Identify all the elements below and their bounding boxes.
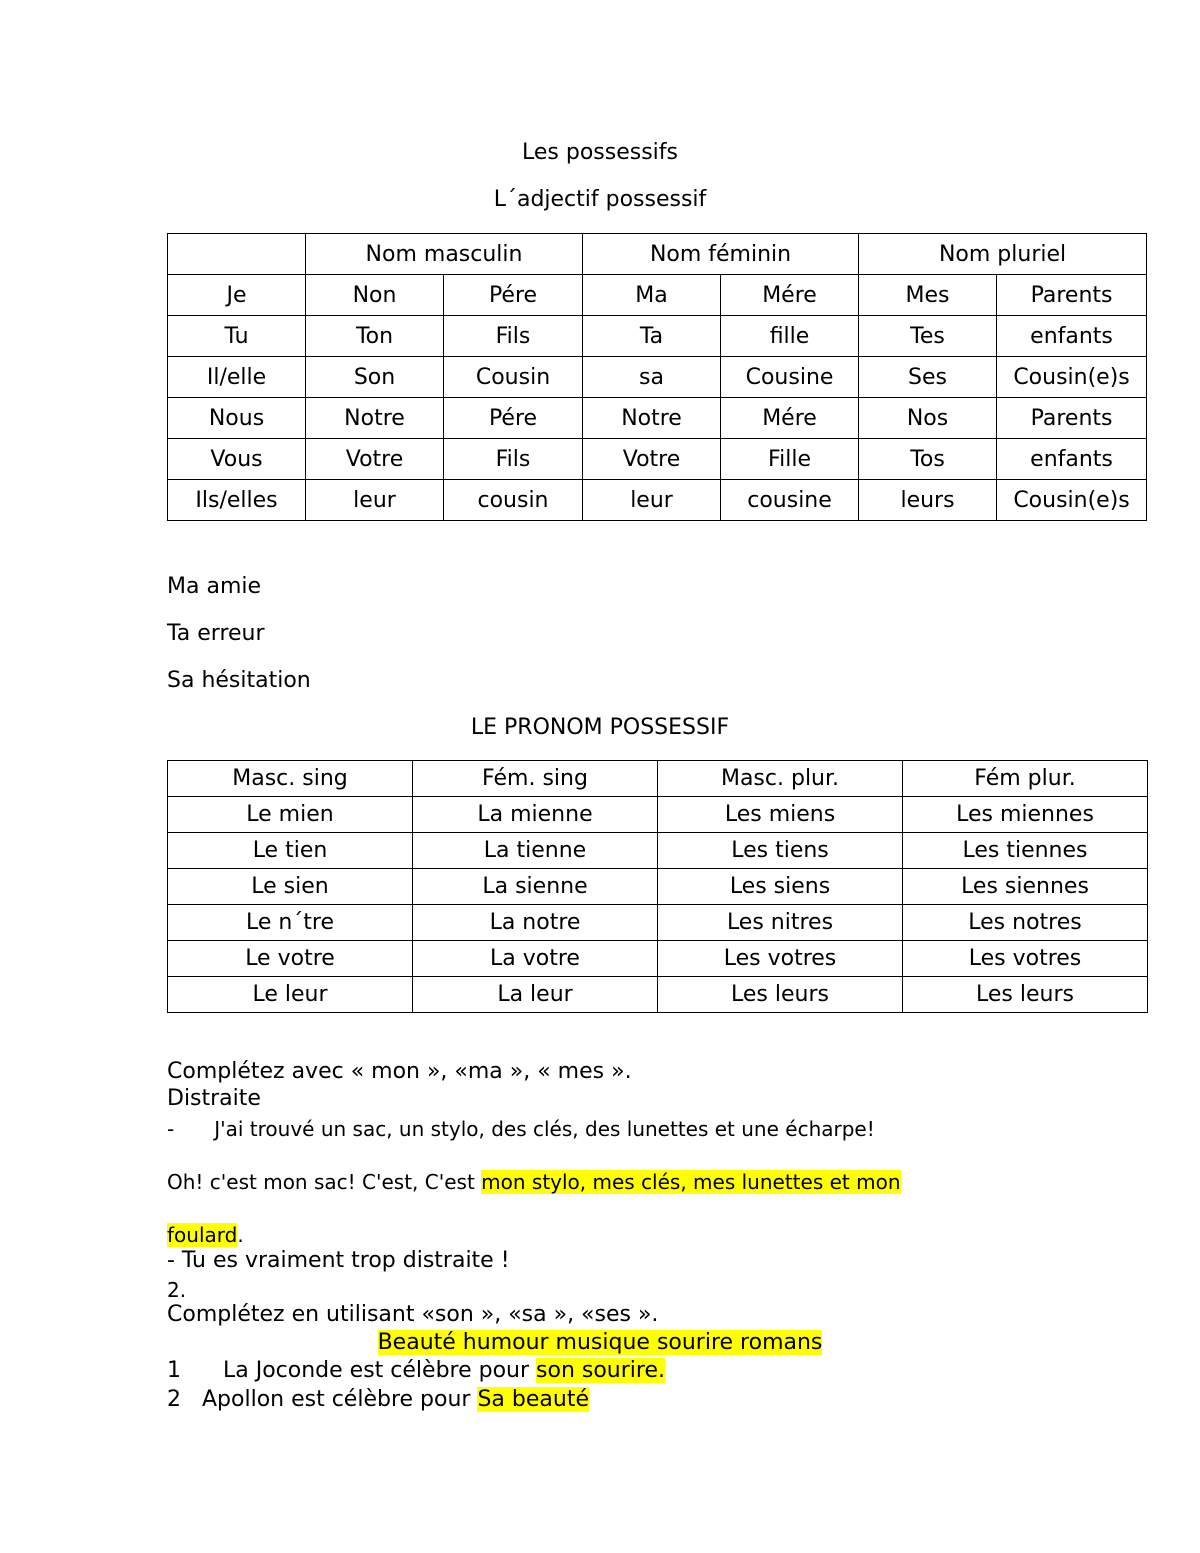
exercise1-instruction: Complétez avec « mon », «ma », « mes ». <box>167 1059 632 1084</box>
table-cell: leur <box>583 480 721 521</box>
table-cell: Vous <box>168 439 306 480</box>
table-cell: La tienne <box>413 833 658 869</box>
dialogue-line <box>167 1117 875 1141</box>
header-cell: Nom féminin <box>583 234 859 275</box>
item-answer: son sourire. <box>536 1358 666 1383</box>
table-cell: enfants <box>997 316 1147 357</box>
table-cell: Votre <box>306 439 444 480</box>
header-cell: Fém. sing <box>413 761 658 797</box>
page-title: Les possessifs <box>522 140 678 165</box>
table-cell: Pére <box>444 275 583 316</box>
table-cell: Le n´tre <box>168 905 413 941</box>
answer-text: . <box>237 1223 244 1247</box>
table-cell: Tu <box>168 316 306 357</box>
table-cell: Notre <box>306 398 444 439</box>
table-cell: Les miennes <box>903 797 1148 833</box>
word-bank <box>0 1330 1200 1355</box>
example-line: Ta erreur <box>167 621 265 646</box>
table-cell: Il/elle <box>168 357 306 398</box>
table-cell: Mére <box>721 398 859 439</box>
table-cell: Parents <box>997 275 1147 316</box>
answer-line-continued <box>167 1223 244 1247</box>
exercise2-instruction: Complétez en utilisant «son », «sa », «ses ». <box>167 1302 659 1327</box>
table-cell: Nos <box>859 398 997 439</box>
table-cell: Tes <box>859 316 997 357</box>
table-cell: Ta <box>583 316 721 357</box>
table-row <box>168 275 1147 316</box>
table-row <box>168 797 1148 833</box>
table-cell: Ses <box>859 357 997 398</box>
item-answer: Sa beauté <box>477 1387 589 1412</box>
word-bank-text: Beauté humour musique sourire romans <box>377 1330 823 1355</box>
table-cell: Les siens <box>658 869 903 905</box>
table-cell: Les miens <box>658 797 903 833</box>
table-cell: Les notres <box>903 905 1148 941</box>
table-header-row <box>168 761 1148 797</box>
table-cell: Les leurs <box>658 977 903 1013</box>
table-cell: cousin <box>444 480 583 521</box>
table-cell: Le sien <box>168 869 413 905</box>
header-cell: Nom masculin <box>306 234 583 275</box>
pronoun-table <box>167 760 1148 1013</box>
table-cell: Les votres <box>658 941 903 977</box>
table-row <box>168 977 1148 1013</box>
table-cell: Fils <box>444 316 583 357</box>
table-cell: Les tiennes <box>903 833 1148 869</box>
table-cell: Pére <box>444 398 583 439</box>
table-cell: Les leurs <box>903 977 1148 1013</box>
table-cell: Cousin <box>444 357 583 398</box>
section-title-pronoun: LE PRONOM POSSESSIF <box>470 715 730 740</box>
table-cell: Mes <box>859 275 997 316</box>
exercise1-heading: Distraite <box>167 1086 261 1111</box>
exercise2-item <box>167 1358 665 1383</box>
table-cell: Le mien <box>168 797 413 833</box>
answer-text: Oh! c'est mon sac! C'est, C'est <box>167 1170 482 1194</box>
item-text: La Joconde est célèbre pour <box>223 1358 537 1383</box>
table-cell: enfants <box>997 439 1147 480</box>
item-number: 1 <box>167 1358 181 1383</box>
table-cell: Notre <box>583 398 721 439</box>
table-cell: Je <box>168 275 306 316</box>
header-cell: Fém plur. <box>903 761 1148 797</box>
table-cell: Nous <box>168 398 306 439</box>
item-text: Apollon est célèbre pour <box>202 1387 478 1412</box>
dash: - <box>167 1117 175 1141</box>
table-cell: Son <box>306 357 444 398</box>
header-cell: Masc. plur. <box>658 761 903 797</box>
table-cell: Ton <box>306 316 444 357</box>
table-cell: leurs <box>859 480 997 521</box>
table-cell: leur <box>306 480 444 521</box>
table-cell: Fils <box>444 439 583 480</box>
table-cell: Le leur <box>168 977 413 1013</box>
exercise-number: 2. <box>167 1278 187 1302</box>
table-cell: Cousin(e)s <box>997 357 1147 398</box>
table-row <box>168 941 1148 977</box>
table-cell: La leur <box>413 977 658 1013</box>
dialogue-text: J'ai trouvé un sac, un stylo, des clés, des lunettes et une écharpe! <box>214 1117 875 1141</box>
table-cell: Les nitres <box>658 905 903 941</box>
example-line: Ma amie <box>167 574 262 599</box>
highlighted-answer: mon stylo, mes clés, mes lunettes et mon <box>481 1170 901 1194</box>
header-cell: Nom pluriel <box>859 234 1147 275</box>
table-cell: Les votres <box>903 941 1148 977</box>
table-row <box>168 357 1147 398</box>
table-cell: La votre <box>413 941 658 977</box>
table-cell: Les tiens <box>658 833 903 869</box>
header-cell: Masc. sing <box>168 761 413 797</box>
table-row <box>168 905 1148 941</box>
table-cell: Tos <box>859 439 997 480</box>
table-cell: La notre <box>413 905 658 941</box>
table-cell: Les siennes <box>903 869 1148 905</box>
answer-line <box>167 1170 901 1194</box>
table-cell: Votre <box>583 439 721 480</box>
table-row <box>168 398 1147 439</box>
table-cell: Le votre <box>168 941 413 977</box>
table-cell: sa <box>583 357 721 398</box>
table-cell: Le tien <box>168 833 413 869</box>
table-cell: Parents <box>997 398 1147 439</box>
highlighted-answer: foulard <box>167 1223 238 1247</box>
table-cell: Cousin(e)s <box>997 480 1147 521</box>
reply-line: - Tu es vraiment trop distraite ! <box>167 1248 510 1273</box>
table-cell: Non <box>306 275 444 316</box>
table-cell: fille <box>721 316 859 357</box>
item-number: 2 <box>167 1387 181 1412</box>
example-line: Sa hésitation <box>167 668 311 693</box>
table-cell: Ma <box>583 275 721 316</box>
table-row <box>168 480 1147 521</box>
header-cell <box>168 234 306 275</box>
table-cell: Ils/elles <box>168 480 306 521</box>
table-cell: La sienne <box>413 869 658 905</box>
exercise2-item <box>167 1387 589 1412</box>
section-title-adjective: L´adjectif possessif <box>493 187 707 212</box>
adjective-table <box>167 233 1147 521</box>
table-header-row <box>168 234 1147 275</box>
table-cell: La mienne <box>413 797 658 833</box>
table-row <box>168 439 1147 480</box>
table-row <box>168 833 1148 869</box>
table-row <box>168 869 1148 905</box>
table-cell: Cousine <box>721 357 859 398</box>
table-cell: cousine <box>721 480 859 521</box>
table-cell: Fille <box>721 439 859 480</box>
table-row <box>168 316 1147 357</box>
table-cell: Mére <box>721 275 859 316</box>
